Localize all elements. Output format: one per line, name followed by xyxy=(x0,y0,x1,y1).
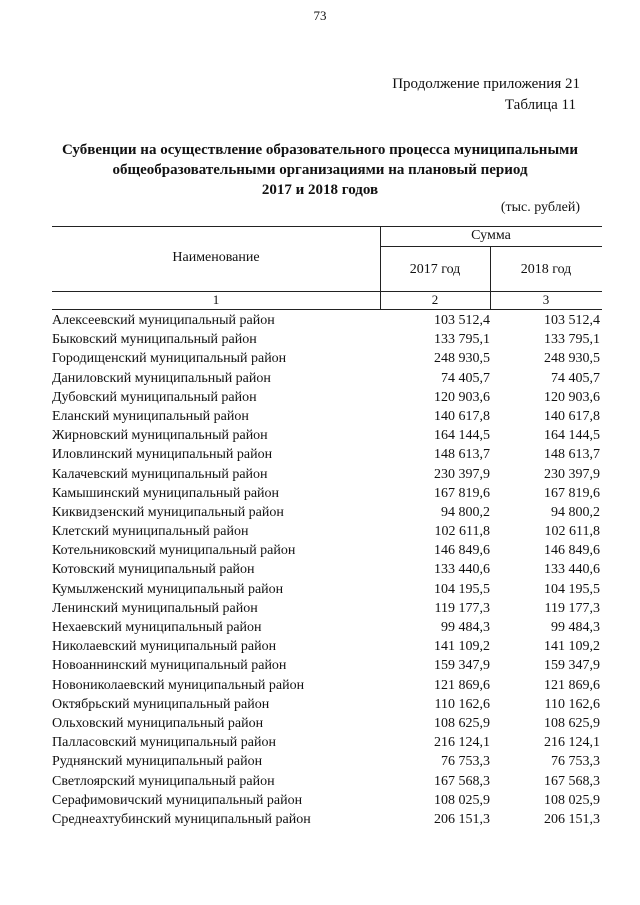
row-value-2018: 102 611,8 xyxy=(544,524,600,540)
row-name: Даниловский муниципальный район xyxy=(52,370,271,386)
table-row xyxy=(52,733,602,752)
row-value-2017: 140 617,8 xyxy=(434,408,490,424)
row-name: Городищенский муниципальный район xyxy=(52,351,287,367)
row-value-2017: 148 613,7 xyxy=(434,447,490,463)
table-row xyxy=(52,772,602,791)
header-col-number-3: 3 xyxy=(542,292,550,307)
row-name: Новониколаевский муниципальный район xyxy=(52,677,305,693)
row-value-2018: 248 930,5 xyxy=(544,351,600,367)
row-value-2018: 140 617,8 xyxy=(544,408,600,424)
row-value-2017: 164 144,5 xyxy=(434,428,490,444)
row-value-2018: 206 151,3 xyxy=(544,811,600,827)
row-value-2017: 133 795,1 xyxy=(434,332,490,348)
row-name: Калачевский муниципальный район xyxy=(52,466,268,482)
row-name: Иловлинский муниципальный район xyxy=(52,447,273,463)
table-row xyxy=(52,330,602,349)
document-title xyxy=(40,140,600,200)
table-row xyxy=(52,522,602,541)
row-name: Ольховский муниципальный район xyxy=(52,715,264,731)
row-name: Руднянский муниципальный район xyxy=(52,754,263,770)
row-name: Быковский муниципальный район xyxy=(52,332,257,348)
row-value-2018: 99 484,3 xyxy=(551,620,600,635)
table-row xyxy=(52,311,602,330)
row-value-2017: 108 625,9 xyxy=(434,715,490,731)
table-row xyxy=(52,349,602,368)
row-value-2017: 159 347,9 xyxy=(434,658,490,674)
row-value-2018: 148 613,7 xyxy=(544,447,600,463)
table-label: Таблица 11 xyxy=(504,97,576,113)
row-value-2017: 103 512,4 xyxy=(434,313,490,328)
row-name: Камышинский муниципальный район xyxy=(52,485,280,501)
header-col-number-1: 1 xyxy=(212,292,220,307)
row-value-2017: 167 819,6 xyxy=(434,485,490,501)
table-row xyxy=(52,426,602,445)
row-value-2017: 133 440,6 xyxy=(434,562,490,578)
table-row xyxy=(52,695,602,714)
row-value-2017: 120 903,6 xyxy=(434,389,490,405)
row-value-2017: 104 195,5 xyxy=(434,581,490,597)
title-line: Субвенции на осуществление образовательного процесса муниципальными xyxy=(61,142,579,158)
row-value-2018: 230 397,9 xyxy=(544,466,600,482)
row-value-2017: 119 177,3 xyxy=(434,600,490,616)
row-value-2018: 164 144,5 xyxy=(544,428,600,444)
table-row xyxy=(52,599,602,618)
table-row xyxy=(52,791,602,810)
table-row xyxy=(52,388,602,407)
header-year-2017: 2017 год xyxy=(409,262,461,277)
row-value-2018: 167 568,3 xyxy=(544,773,600,789)
table-row xyxy=(52,407,602,426)
header-sum: Сумма xyxy=(471,228,511,243)
row-value-2018: 159 347,9 xyxy=(544,658,600,674)
row-name: Жирновский муниципальный район xyxy=(52,428,268,444)
row-value-2018: 133 440,6 xyxy=(544,562,600,578)
colnum-bottom-rule xyxy=(52,309,602,310)
table-row xyxy=(52,503,602,522)
table-row xyxy=(52,541,602,560)
row-value-2018: 167 819,6 xyxy=(544,485,600,501)
row-value-2017: 230 397,9 xyxy=(434,466,490,482)
row-name: Котельниковский муниципальный район xyxy=(52,543,296,559)
row-value-2017: 76 753,3 xyxy=(441,754,490,770)
row-value-2017: 216 124,1 xyxy=(434,735,490,751)
row-value-2018: 216 124,1 xyxy=(544,735,600,751)
sum-rule xyxy=(380,246,602,247)
row-value-2017: 248 930,5 xyxy=(434,351,490,367)
row-value-2018: 74 405,7 xyxy=(551,370,600,386)
table-row xyxy=(52,580,602,599)
row-name: Алексеевский муниципальный район xyxy=(52,313,275,328)
unit-note: (тыс. рублей) xyxy=(500,200,580,215)
row-value-2018: 119 177,3 xyxy=(544,600,600,616)
row-value-2017: 206 151,3 xyxy=(434,811,490,827)
row-name: Октябрьский муниципальный район xyxy=(52,696,270,712)
header-top-rule xyxy=(52,226,602,227)
row-name: Котовский муниципальный район xyxy=(52,562,255,578)
table-row xyxy=(52,637,602,656)
row-value-2017: 99 484,3 xyxy=(441,620,490,635)
table-row xyxy=(52,676,602,695)
row-name: Ленинский муниципальный район xyxy=(52,600,258,616)
appendix-continuation: Продолжение приложения 21 xyxy=(392,76,580,92)
table-row xyxy=(52,465,602,484)
row-name: Серафимовичский муниципальный район xyxy=(52,792,303,808)
row-name: Кумылженский муниципальный район xyxy=(52,581,284,597)
row-value-2017: 146 849,6 xyxy=(434,543,490,559)
row-value-2017: 141 109,2 xyxy=(434,639,490,655)
row-name: Палласовский муниципальный район xyxy=(52,735,276,751)
row-value-2017: 94 800,2 xyxy=(441,504,490,520)
header-name: Наименование xyxy=(172,250,260,265)
row-value-2018: 133 795,1 xyxy=(544,332,600,348)
row-value-2018: 108 025,9 xyxy=(544,792,600,808)
row-name: Николаевский муниципальный район xyxy=(52,639,277,655)
header-col-number-2: 2 xyxy=(431,292,439,307)
row-value-2018: 120 903,6 xyxy=(544,389,600,405)
table-row xyxy=(52,369,602,388)
row-name: Дубовский муниципальный район xyxy=(52,389,257,405)
row-value-2018: 146 849,6 xyxy=(544,543,600,559)
row-name: Клетский муниципальный район xyxy=(52,524,249,540)
row-value-2017: 102 611,8 xyxy=(434,524,490,540)
table-row xyxy=(52,714,602,733)
title-line: 2017 и 2018 годов xyxy=(261,182,379,198)
row-value-2018: 121 869,6 xyxy=(544,677,600,693)
table-row xyxy=(52,752,602,771)
row-name: Нехаевский муниципальный район xyxy=(52,620,262,635)
table-row xyxy=(52,618,602,637)
row-value-2017: 74 405,7 xyxy=(441,370,490,386)
row-value-2018: 141 109,2 xyxy=(544,639,600,655)
row-name: Киквидзенский муниципальный район xyxy=(52,504,284,520)
row-name: Еланский муниципальный район xyxy=(52,408,249,424)
table-row xyxy=(52,484,602,503)
table-row xyxy=(52,445,602,464)
table-row xyxy=(52,810,602,829)
row-value-2018: 76 753,3 xyxy=(551,754,600,770)
row-value-2018: 104 195,5 xyxy=(544,581,600,597)
row-value-2018: 110 162,6 xyxy=(544,696,600,712)
row-value-2017: 167 568,3 xyxy=(434,773,490,789)
row-value-2017: 121 869,6 xyxy=(434,677,490,693)
table-row xyxy=(52,656,602,675)
title-line: общеобразовательными организациями на плановый период xyxy=(112,162,528,178)
row-name: Светлоярский муниципальный район xyxy=(52,773,275,789)
row-value-2017: 108 025,9 xyxy=(434,792,490,808)
row-name: Среднеахтубинский муниципальный район xyxy=(52,811,311,827)
page-number: 73 xyxy=(313,8,327,23)
table-row xyxy=(52,560,602,579)
row-value-2018: 108 625,9 xyxy=(544,715,600,731)
table-body xyxy=(52,311,602,829)
row-value-2018: 94 800,2 xyxy=(551,504,600,520)
row-name: Новоаннинский муниципальный район xyxy=(52,658,287,674)
header-year-2018: 2018 год xyxy=(520,262,572,277)
row-value-2018: 103 512,4 xyxy=(544,313,600,328)
row-value-2017: 110 162,6 xyxy=(434,696,490,712)
